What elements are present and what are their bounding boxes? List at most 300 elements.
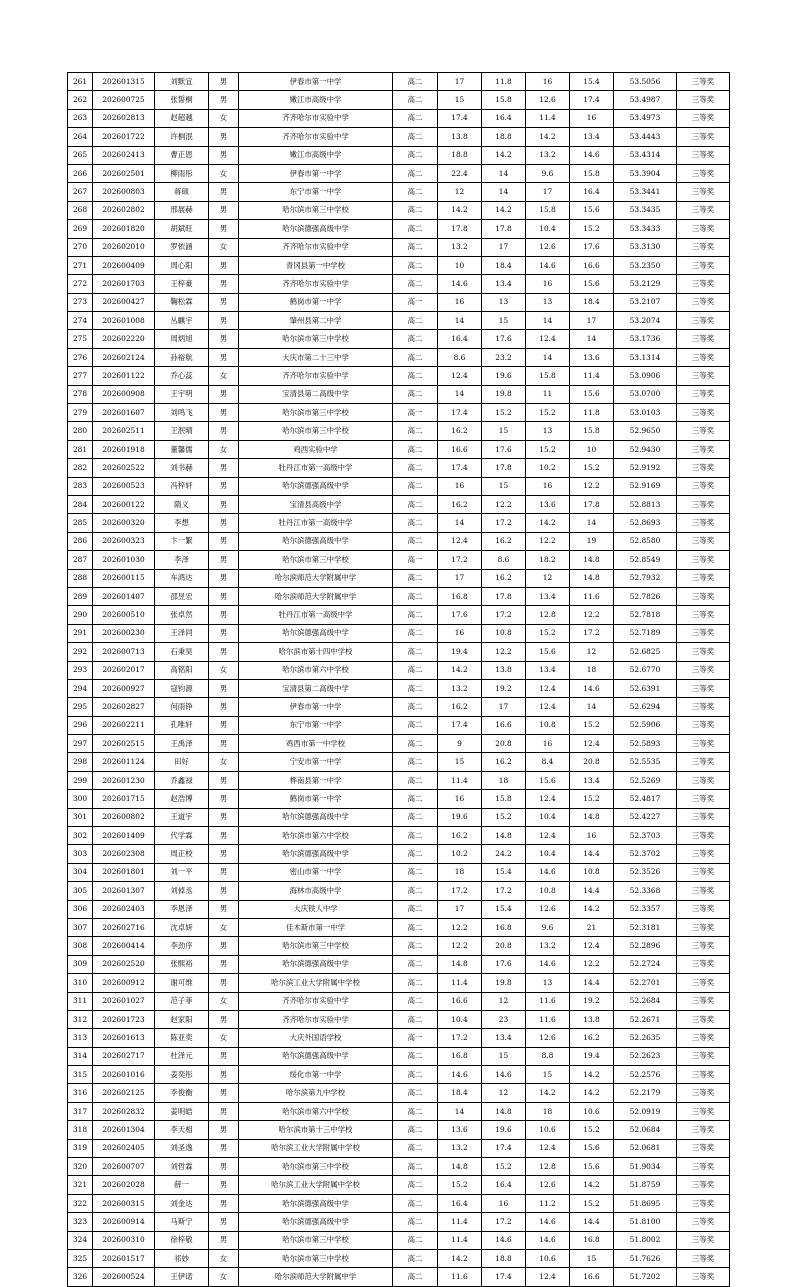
award-cell: 三等奖 [677, 1047, 730, 1065]
total-score-cell: 52.0919 [614, 1102, 677, 1120]
total-score-cell: 53.3433 [614, 220, 677, 238]
score4-cell: 16.6 [570, 256, 614, 274]
table-row [68, 1176, 730, 1194]
exam-id-cell: 202600927 [93, 679, 155, 697]
score4-cell: 15.6 [570, 201, 614, 219]
score1-cell: 16.6 [438, 440, 482, 458]
name-cell: 刘默宜 [155, 73, 209, 91]
score1-cell: 16 [438, 624, 482, 642]
name-cell: 鞠松霖 [155, 293, 209, 311]
school-cell: 青冈县第一中学校 [239, 256, 393, 274]
score3-cell: 12.4 [526, 1139, 570, 1157]
score3-cell: 13.4 [526, 587, 570, 605]
award-cell: 三等奖 [677, 367, 730, 385]
award-cell: 三等奖 [677, 1158, 730, 1176]
school-cell: 海林市高级中学 [239, 882, 393, 900]
table-row [68, 569, 730, 587]
rank-cell: 285 [68, 514, 93, 532]
rank-cell: 277 [68, 367, 93, 385]
school-cell: 哈尔滨师范大学附属中学 [239, 569, 393, 587]
score1-cell: 17.2 [438, 1029, 482, 1047]
grade-cell: 高二 [393, 624, 438, 642]
school-cell: 哈尔滨市第三中学校 [239, 404, 393, 422]
name-cell: 邵昱宏 [155, 587, 209, 605]
total-score-cell: 53.3441 [614, 183, 677, 201]
total-score-cell: 52.8813 [614, 495, 677, 513]
name-cell: 赵超越 [155, 109, 209, 127]
table-row [68, 1047, 730, 1065]
score4-cell: 11.8 [570, 404, 614, 422]
gender-cell: 女 [209, 238, 239, 256]
score4-cell: 16.8 [570, 1231, 614, 1249]
award-cell: 三等奖 [677, 716, 730, 734]
table-row [68, 992, 730, 1010]
total-score-cell: 53.2129 [614, 275, 677, 293]
score2-cell: 19.2 [482, 679, 526, 697]
score1-cell: 16.8 [438, 587, 482, 605]
gender-cell: 男 [209, 1047, 239, 1065]
gender-cell: 男 [209, 256, 239, 274]
name-cell: 周心阳 [155, 256, 209, 274]
grade-cell: 高二 [393, 643, 438, 661]
score1-cell: 9 [438, 735, 482, 753]
total-score-cell: 52.5535 [614, 753, 677, 771]
grade-cell: 高二 [393, 918, 438, 936]
score3-cell: 10.8 [526, 716, 570, 734]
school-cell: 牡丹江市第一高级中学 [239, 514, 393, 532]
grade-cell: 高二 [393, 91, 438, 109]
grade-cell: 高二 [393, 1194, 438, 1212]
school-cell: 嫩江市高级中学 [239, 146, 393, 164]
exam-id-cell: 202602028 [93, 1176, 155, 1194]
table-row [68, 1084, 730, 1102]
award-cell: 三等奖 [677, 937, 730, 955]
score2-cell: 17 [482, 238, 526, 256]
school-cell: 哈尔滨德强高级中学 [239, 845, 393, 863]
rank-cell: 304 [68, 863, 93, 881]
name-cell: 祁妙 [155, 1250, 209, 1268]
award-cell: 三等奖 [677, 1194, 730, 1212]
award-cell: 三等奖 [677, 146, 730, 164]
school-cell: 牡丹江市第一高级中学 [239, 606, 393, 624]
score1-cell: 14 [438, 514, 482, 532]
name-cell: 王泽同 [155, 624, 209, 642]
table-row [68, 827, 730, 845]
score3-cell: 15 [526, 1066, 570, 1084]
total-score-cell: 52.6391 [614, 679, 677, 697]
grade-cell: 高二 [393, 845, 438, 863]
table-row [68, 495, 730, 513]
score3-cell: 12.6 [526, 1176, 570, 1194]
name-cell: 李天相 [155, 1121, 209, 1139]
score2-cell: 17.2 [482, 882, 526, 900]
school-cell: 桦南县第一中学 [239, 771, 393, 789]
score1-cell: 19.4 [438, 643, 482, 661]
name-cell: 杜泽元 [155, 1047, 209, 1065]
school-cell: 哈尔滨市第六中学校 [239, 827, 393, 845]
score4-cell: 15.8 [570, 422, 614, 440]
score1-cell: 15 [438, 91, 482, 109]
score4-cell: 14.4 [570, 845, 614, 863]
exam-id-cell: 202601008 [93, 312, 155, 330]
score4-cell: 14.8 [570, 551, 614, 569]
school-cell: 大庆外国语学校 [239, 1029, 393, 1047]
name-cell: 孙裕航 [155, 348, 209, 366]
name-cell: 寇钧源 [155, 679, 209, 697]
total-score-cell: 52.3357 [614, 900, 677, 918]
award-cell: 三等奖 [677, 238, 730, 256]
total-score-cell: 53.2107 [614, 293, 677, 311]
score1-cell: 17 [438, 73, 482, 91]
total-score-cell: 52.6294 [614, 698, 677, 716]
award-cell: 三等奖 [677, 495, 730, 513]
school-cell: 宝清县高级中学 [239, 495, 393, 513]
score2-cell: 17.6 [482, 955, 526, 973]
exam-id-cell: 202600914 [93, 1213, 155, 1231]
school-cell: 鹤岗市第一中学 [239, 790, 393, 808]
name-cell: 赵家阳 [155, 1010, 209, 1028]
school-cell: 哈尔滨市第三中学校 [239, 551, 393, 569]
table-row [68, 128, 730, 146]
table-row [68, 771, 730, 789]
grade-cell: 高二 [393, 992, 438, 1010]
rank-cell: 325 [68, 1250, 93, 1268]
score3-cell: 15.6 [526, 771, 570, 789]
table-row [68, 808, 730, 826]
name-cell: 刘书赫 [155, 459, 209, 477]
gender-cell: 男 [209, 808, 239, 826]
award-cell: 三等奖 [677, 404, 730, 422]
score4-cell: 10 [570, 440, 614, 458]
score4-cell: 17.6 [570, 238, 614, 256]
score1-cell: 16 [438, 293, 482, 311]
score2-cell: 12 [482, 992, 526, 1010]
score2-cell: 16.8 [482, 918, 526, 936]
rank-cell: 270 [68, 238, 93, 256]
grade-cell: 高二 [393, 514, 438, 532]
school-cell: 肇州县第二中学 [239, 312, 393, 330]
score1-cell: 14.6 [438, 1066, 482, 1084]
total-score-cell: 52.7818 [614, 606, 677, 624]
exam-id-cell: 202600409 [93, 256, 155, 274]
table-row [68, 918, 730, 936]
school-cell: 牡丹江市第一高级中学 [239, 459, 393, 477]
score4-cell: 17 [570, 312, 614, 330]
gender-cell: 男 [209, 385, 239, 403]
table-row [68, 275, 730, 293]
school-cell: 大庆铁人中学 [239, 900, 393, 918]
rank-cell: 293 [68, 661, 93, 679]
school-cell: 哈尔滨德强高级中学 [239, 477, 393, 495]
school-cell: 齐齐哈尔市实验中学 [239, 128, 393, 146]
name-cell: 隋义 [155, 495, 209, 513]
table-row [68, 220, 730, 238]
score3-cell: 13.2 [526, 146, 570, 164]
grade-cell: 高二 [393, 312, 438, 330]
score4-cell: 12.2 [570, 955, 614, 973]
score2-cell: 15.8 [482, 91, 526, 109]
gender-cell: 男 [209, 1139, 239, 1157]
school-cell: 哈尔滨市第六中学校 [239, 661, 393, 679]
score3-cell: 12.4 [526, 1268, 570, 1286]
school-cell: 密山市第一中学 [239, 863, 393, 881]
total-score-cell: 52.4227 [614, 808, 677, 826]
grade-cell: 高二 [393, 275, 438, 293]
gender-cell: 男 [209, 1066, 239, 1084]
table-row [68, 477, 730, 495]
gender-cell: 男 [209, 587, 239, 605]
score3-cell: 10.2 [526, 459, 570, 477]
rank-cell: 264 [68, 128, 93, 146]
table-row [68, 146, 730, 164]
award-cell: 三等奖 [677, 1066, 730, 1084]
table-row [68, 164, 730, 182]
total-score-cell: 51.8695 [614, 1194, 677, 1212]
grade-cell: 高一 [393, 293, 438, 311]
score1-cell: 11.6 [438, 1268, 482, 1286]
school-cell: 哈尔滨师范大学附属中学 [239, 1268, 393, 1286]
gender-cell: 男 [209, 220, 239, 238]
grade-cell: 高二 [393, 698, 438, 716]
total-score-cell: 52.2896 [614, 937, 677, 955]
score1-cell: 17.4 [438, 109, 482, 127]
score4-cell: 12.4 [570, 937, 614, 955]
table-row [68, 312, 730, 330]
gender-cell: 男 [209, 312, 239, 330]
gender-cell: 男 [209, 422, 239, 440]
rank-cell: 274 [68, 312, 93, 330]
table-row [68, 937, 730, 955]
name-cell: 薛一 [155, 1176, 209, 1194]
award-cell: 三等奖 [677, 312, 730, 330]
table-row [68, 1029, 730, 1047]
score1-cell: 16.2 [438, 698, 482, 716]
school-cell: 哈尔滨工业大学附属中学校 [239, 1139, 393, 1157]
name-cell: 罗依涵 [155, 238, 209, 256]
table-row [68, 735, 730, 753]
rank-cell: 282 [68, 459, 93, 477]
school-cell: 鸡西实验中学 [239, 440, 393, 458]
score1-cell: 13.2 [438, 1139, 482, 1157]
name-cell: 赵浩博 [155, 790, 209, 808]
gender-cell: 男 [209, 882, 239, 900]
score3-cell: 11.6 [526, 992, 570, 1010]
grade-cell: 高二 [393, 900, 438, 918]
school-cell: 东宁市第一中学 [239, 716, 393, 734]
gender-cell: 男 [209, 1084, 239, 1102]
grade-cell: 高二 [393, 587, 438, 605]
score3-cell: 14 [526, 348, 570, 366]
table-row [68, 532, 730, 550]
grade-cell: 高二 [393, 753, 438, 771]
grade-cell: 高二 [393, 164, 438, 182]
score2-cell: 16 [482, 1194, 526, 1212]
score3-cell: 14.6 [526, 863, 570, 881]
grade-cell: 高二 [393, 440, 438, 458]
table-row [68, 587, 730, 605]
exam-id-cell: 202601407 [93, 587, 155, 605]
exam-id-cell: 202601801 [93, 863, 155, 881]
rank-cell: 279 [68, 404, 93, 422]
school-cell: 哈尔滨第九中学校 [239, 1084, 393, 1102]
score3-cell: 12.8 [526, 1158, 570, 1176]
score2-cell: 13 [482, 293, 526, 311]
gender-cell: 男 [209, 275, 239, 293]
rank-cell: 319 [68, 1139, 93, 1157]
table-row [68, 1231, 730, 1249]
award-cell: 三等奖 [677, 1176, 730, 1194]
rank-cell: 291 [68, 624, 93, 642]
score3-cell: 14 [526, 312, 570, 330]
score2-cell: 13.8 [482, 661, 526, 679]
table-row [68, 845, 730, 863]
score4-cell: 16.2 [570, 1029, 614, 1047]
table-row [68, 330, 730, 348]
score1-cell: 16.6 [438, 992, 482, 1010]
name-cell: 胡斌旺 [155, 220, 209, 238]
total-score-cell: 53.0700 [614, 385, 677, 403]
school-cell: 哈尔滨德强高级中学 [239, 1194, 393, 1212]
school-cell: 哈尔滨工业大学附属中学校 [239, 974, 393, 992]
name-cell: 张卓然 [155, 606, 209, 624]
rank-cell: 298 [68, 753, 93, 771]
score4-cell: 14 [570, 698, 614, 716]
grade-cell: 高一 [393, 1029, 438, 1047]
grade-cell: 高二 [393, 569, 438, 587]
total-score-cell: 52.3368 [614, 882, 677, 900]
gender-cell: 男 [209, 1194, 239, 1212]
score1-cell: 18.8 [438, 146, 482, 164]
grade-cell: 高二 [393, 827, 438, 845]
table-row [68, 955, 730, 973]
score1-cell: 11.4 [438, 771, 482, 789]
exam-id-cell: 202602832 [93, 1102, 155, 1120]
table-row [68, 367, 730, 385]
grade-cell: 高二 [393, 808, 438, 826]
grade-cell: 高二 [393, 477, 438, 495]
name-cell: 刘圣逸 [155, 1139, 209, 1157]
rank-cell: 308 [68, 937, 93, 955]
table-row [68, 1194, 730, 1212]
rank-cell: 318 [68, 1121, 93, 1139]
exam-id-cell: 202602405 [93, 1139, 155, 1157]
total-score-cell: 52.6770 [614, 661, 677, 679]
total-score-cell: 53.1736 [614, 330, 677, 348]
table-row [68, 900, 730, 918]
award-cell: 三等奖 [677, 882, 730, 900]
score4-cell: 11.4 [570, 367, 614, 385]
name-cell: 刘鸣飞 [155, 404, 209, 422]
grade-cell: 高一 [393, 404, 438, 422]
score2-cell: 15.4 [482, 863, 526, 881]
score2-cell: 17.8 [482, 587, 526, 605]
award-cell: 三等奖 [677, 955, 730, 973]
rank-cell: 290 [68, 606, 93, 624]
name-cell: 范子菲 [155, 992, 209, 1010]
grade-cell: 高二 [393, 220, 438, 238]
score1-cell: 13.8 [438, 128, 482, 146]
gender-cell: 男 [209, 863, 239, 881]
score2-cell: 15.2 [482, 808, 526, 826]
name-cell: 乔鑫禄 [155, 771, 209, 789]
score2-cell: 17.6 [482, 330, 526, 348]
grade-cell: 高二 [393, 1139, 438, 1157]
score2-cell: 19.6 [482, 1121, 526, 1139]
name-cell: 王泯晴 [155, 422, 209, 440]
total-score-cell: 52.5269 [614, 771, 677, 789]
score1-cell: 13.2 [438, 679, 482, 697]
gender-cell: 男 [209, 1158, 239, 1176]
score3-cell: 12.4 [526, 330, 570, 348]
award-cell: 三等奖 [677, 845, 730, 863]
grade-cell: 高二 [393, 532, 438, 550]
score4-cell: 14.4 [570, 1213, 614, 1231]
score2-cell: 17.4 [482, 1268, 526, 1286]
score3-cell: 18 [526, 1102, 570, 1120]
rank-cell: 300 [68, 790, 93, 808]
score3-cell: 12.4 [526, 827, 570, 845]
rank-cell: 320 [68, 1158, 93, 1176]
name-cell: 李泽 [155, 551, 209, 569]
total-score-cell: 52.5893 [614, 735, 677, 753]
total-score-cell: 53.4314 [614, 146, 677, 164]
table-row [68, 1010, 730, 1028]
grade-cell: 高二 [393, 937, 438, 955]
exam-id-cell: 202601517 [93, 1250, 155, 1268]
grade-cell: 高二 [393, 1066, 438, 1084]
grade-cell: 高二 [393, 1084, 438, 1102]
name-cell: 李恩泽 [155, 900, 209, 918]
score2-cell: 15.2 [482, 404, 526, 422]
school-cell: 佳木斯市第一中学 [239, 918, 393, 936]
gender-cell: 男 [209, 183, 239, 201]
score2-cell: 20.8 [482, 937, 526, 955]
score4-cell: 12.2 [570, 477, 614, 495]
award-cell: 三等奖 [677, 422, 730, 440]
total-score-cell: 52.3702 [614, 845, 677, 863]
total-score-cell: 53.0906 [614, 367, 677, 385]
score3-cell: 14.6 [526, 256, 570, 274]
grade-cell: 高二 [393, 771, 438, 789]
score1-cell: 14.8 [438, 1158, 482, 1176]
total-score-cell: 52.8580 [614, 532, 677, 550]
score4-cell: 14.6 [570, 679, 614, 697]
exam-id-cell: 202601030 [93, 551, 155, 569]
award-cell: 三等奖 [677, 109, 730, 127]
exam-id-cell: 202602211 [93, 716, 155, 734]
grade-cell: 高二 [393, 679, 438, 697]
exam-id-cell: 202600122 [93, 495, 155, 513]
grade-cell: 高二 [393, 1176, 438, 1194]
award-cell: 三等奖 [677, 256, 730, 274]
grade-cell: 高二 [393, 974, 438, 992]
score3-cell: 17 [526, 183, 570, 201]
score1-cell: 12.2 [438, 918, 482, 936]
score3-cell: 13 [526, 974, 570, 992]
exam-id-cell: 202602802 [93, 201, 155, 219]
grade-cell: 高二 [393, 330, 438, 348]
grade-cell: 高二 [393, 1213, 438, 1231]
score3-cell: 12.4 [526, 790, 570, 808]
school-cell: 伊春市第一中学 [239, 73, 393, 91]
score1-cell: 17 [438, 900, 482, 918]
exam-id-cell: 202601315 [93, 73, 155, 91]
score2-cell: 12 [482, 1084, 526, 1102]
grade-cell: 高二 [393, 1231, 438, 1249]
school-cell: 哈尔滨德强高级中学 [239, 220, 393, 238]
gender-cell: 男 [209, 955, 239, 973]
name-cell: 沈卓妍 [155, 918, 209, 936]
